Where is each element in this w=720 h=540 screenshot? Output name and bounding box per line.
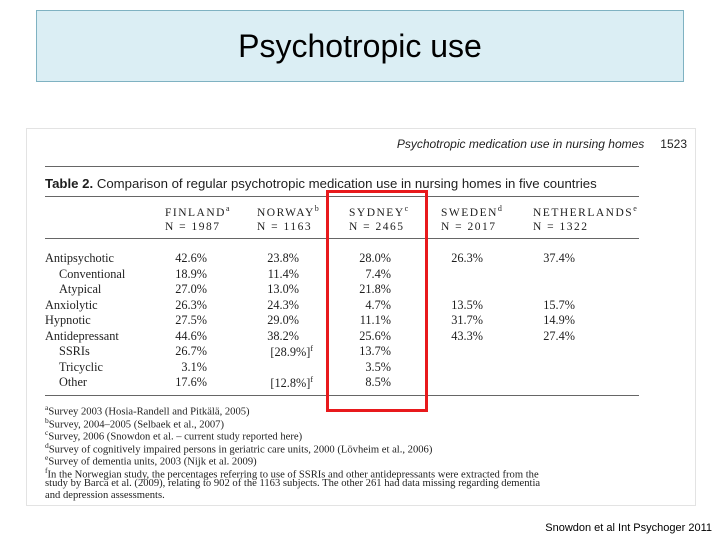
table-cell: 27.5% bbox=[175, 313, 207, 327]
running-head-title: Psychotropic medication use in nursing homes bbox=[396, 137, 645, 151]
table-cell: 27.0% bbox=[175, 282, 207, 296]
column-sample-size: N = 1163 bbox=[257, 221, 313, 233]
table-cell: $[12.8\%]^f$ bbox=[270, 375, 313, 391]
table-cell: 24.3% bbox=[267, 297, 299, 312]
table-cell: 28.0% bbox=[359, 251, 391, 265]
table-cell: 4.7% bbox=[365, 297, 391, 312]
cell-footnote-mark: f bbox=[310, 344, 313, 353]
table-cell: 26.3% bbox=[175, 297, 207, 312]
table-cell: 8.5% bbox=[365, 375, 391, 389]
row-label: Hypnotic bbox=[45, 313, 91, 327]
table-cell: 23.8% bbox=[267, 251, 299, 265]
column-sample-size: N = 2465 bbox=[349, 221, 405, 233]
table-cell: 21.8% bbox=[359, 282, 391, 296]
column-header-footnote-mark: a bbox=[225, 204, 232, 213]
column-header-footnote-mark: c bbox=[404, 204, 410, 213]
row-label: SSRIs bbox=[59, 344, 90, 358]
column-header bbox=[257, 204, 320, 219]
table-cell: 17.6% bbox=[175, 375, 207, 389]
footnote-mark: c bbox=[45, 428, 49, 438]
footnote-mark: e bbox=[45, 453, 49, 463]
sydney-column-highlight bbox=[326, 190, 428, 412]
page-number: 1523 bbox=[660, 137, 687, 151]
footnote: study by Barca et al. (2009), relating to 902 of the 1163 subjects. The other 261 had data missing regarding dementia bbox=[45, 477, 541, 489]
column-header-name: NORWAY bbox=[257, 206, 315, 219]
table-cell: 26.7% bbox=[175, 344, 207, 358]
row-label: Antipsychotic bbox=[45, 251, 114, 265]
running-head bbox=[372, 137, 687, 151]
column-header-name: SYDNEY bbox=[349, 206, 405, 219]
column-sample-size: N = 1987 bbox=[165, 221, 221, 233]
table-title bbox=[45, 176, 597, 191]
slide-title: Psychotropic use bbox=[238, 27, 482, 64]
table-label: Table 2. bbox=[45, 176, 94, 191]
footnote-mark: b bbox=[45, 415, 49, 425]
table-cell: 29.0% bbox=[267, 313, 299, 327]
row-label: Atypical bbox=[59, 282, 102, 296]
table-cell: 7.4% bbox=[365, 266, 391, 281]
column-header-name: SWEDEN bbox=[441, 206, 498, 219]
footnote: $^d$Survey of cognitively impaired persons in geriatric care units, 2000 (Lövheim et al., 2006) bbox=[45, 440, 433, 456]
column-header-name: NETHERLANDS bbox=[533, 206, 634, 219]
column-header bbox=[441, 204, 503, 219]
table-cell: 13.0% bbox=[267, 282, 299, 296]
table-cell: 18.9% bbox=[175, 266, 207, 281]
footnote: $^b$Survey, 2004–2005 (Selbaek et al., 2007) bbox=[45, 415, 225, 431]
table-cell: 37.4% bbox=[543, 251, 575, 265]
footnote: $^a$Survey 2003 (Hosia-Randell and Pitkälä, 2005) bbox=[45, 403, 250, 418]
table-cell: 13.5% bbox=[451, 297, 483, 312]
table-cell: 15.7% bbox=[543, 297, 575, 312]
footnote: $^f$In the Norwegian study, the percentages referring to use of SSRIs and other antidepressants were extracted from the bbox=[45, 466, 539, 481]
table-cell: 26.3% bbox=[451, 251, 483, 265]
footnote-mark: d bbox=[45, 440, 49, 450]
row-label: Other bbox=[59, 375, 87, 389]
footnote: $^c$Survey, 2006 (Snowdon et al. – current study reported here) bbox=[45, 428, 303, 443]
row-label: Anxiolytic bbox=[45, 297, 98, 312]
column-header-footnote-mark: d bbox=[497, 204, 504, 213]
table-cell: 3.1% bbox=[181, 359, 207, 374]
table-cell: $[28.9\%]^f$ bbox=[270, 344, 313, 360]
table-cell: 31.7% bbox=[451, 313, 483, 327]
row-label: Conventional bbox=[59, 266, 126, 281]
slide-title-box bbox=[36, 10, 684, 82]
table-cell: 43.3% bbox=[451, 328, 483, 343]
table-cell: 11.1% bbox=[359, 313, 391, 327]
column-header-name: FINLAND bbox=[165, 206, 226, 219]
footnote: and depression assessments. bbox=[45, 490, 165, 502]
top-rule bbox=[45, 166, 639, 167]
column-header-footnote-mark: e bbox=[633, 204, 639, 213]
table-cell: 11.4% bbox=[267, 266, 299, 281]
column-header-footnote-mark: b bbox=[314, 204, 321, 213]
table-cell: 3.5% bbox=[365, 359, 391, 374]
citation: Snowdon et al Int Psychoger 2011 bbox=[545, 522, 712, 534]
column-header bbox=[533, 204, 638, 219]
column-header bbox=[165, 204, 231, 219]
table-cell: 42.6% bbox=[175, 251, 207, 265]
table-cell: 38.2% bbox=[267, 328, 299, 343]
table-cell: 13.7% bbox=[359, 344, 391, 358]
footnote: $^e$Survey of dementia units, 2003 (Nijk et al. 2009) bbox=[45, 453, 257, 468]
table-caption: Comparison of regular psychotropic medication use in nursing homes in five countries bbox=[96, 176, 597, 191]
table-cell: 44.6% bbox=[175, 328, 207, 343]
table-cell: 27.4% bbox=[543, 328, 575, 343]
footnote-mark: f bbox=[45, 466, 48, 475]
row-label: Tricyclic bbox=[59, 359, 103, 374]
footnote-mark: a bbox=[45, 403, 49, 412]
column-sample-size: N = 1322 bbox=[533, 221, 589, 233]
column-sample-size: N = 2017 bbox=[441, 221, 497, 233]
table-cell: 14.9% bbox=[543, 313, 575, 327]
row-label: Antidepressant bbox=[45, 328, 119, 343]
cell-footnote-mark: f bbox=[310, 375, 313, 384]
table-cell: 25.6% bbox=[359, 328, 391, 343]
